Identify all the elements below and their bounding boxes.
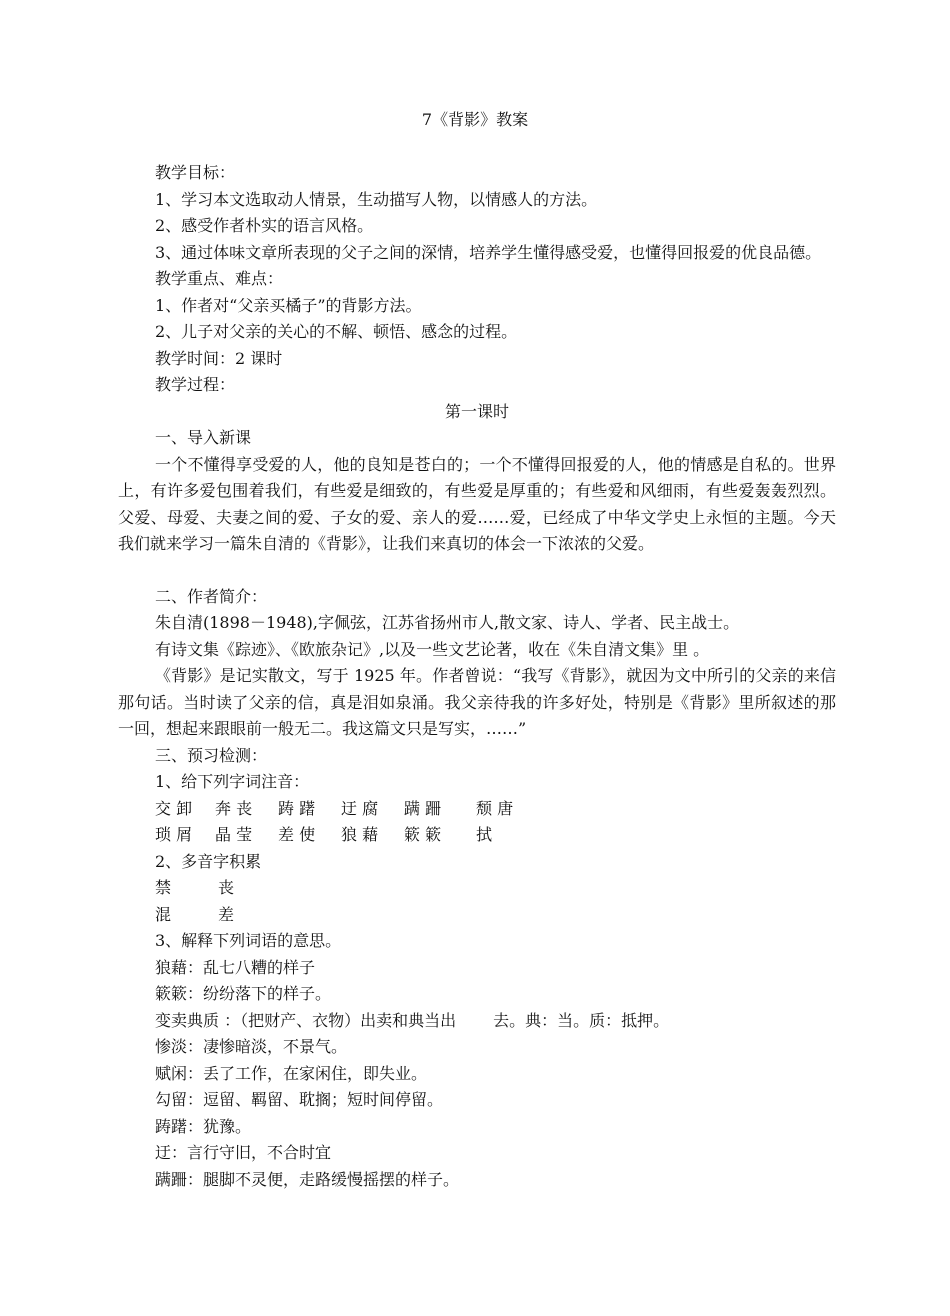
definition-item: 变卖典质 ：（把财产、衣物）出卖和典当出 去。典：当。质：抵押。	[155, 1010, 670, 1030]
lesson-title: 第一课时	[444, 401, 509, 421]
polyphone-item: 混	[155, 904, 172, 924]
goal-item: 3、通过体味文章所表现的父子之间的深情，培养学生懂得感受爱，也懂得回报爱的优良品德。	[155, 242, 822, 262]
polyphone-item: 差	[218, 904, 235, 924]
pinyin-row	[155, 822, 836, 849]
author-quote: 《背影》是记实散文，写于 1925 年。作者曾说：“我写《背影》，就因为文中所引的父亲的来信那句话。当时读了父亲的信，真是泪如泉涌。我父亲待我的许多好处，特别是《背影》里所叙述的那一回，想起来跟眼前一般无二。我这篇文只是写实，……”	[118, 666, 836, 738]
goals-heading: 教学目标：	[155, 163, 236, 182]
word-item: 晶 莹	[215, 825, 253, 844]
definition-item: 赋闲：丢了工作，在家闲住，即失业。	[155, 1063, 428, 1083]
spacer	[118, 558, 836, 584]
polyphone-row	[155, 902, 836, 929]
key-point: 1、作者对“父亲买橘子”的背影方法。	[155, 295, 422, 315]
polyphone-item: 禁	[155, 878, 172, 897]
word-item: 琐 屑	[155, 825, 193, 844]
question-heading: 3、解释下列词语的意思。	[155, 931, 342, 950]
question-heading: 1、给下列字词注音：	[155, 772, 310, 791]
word-item: 拭	[476, 825, 493, 844]
section-heading: 二、作者简介：	[155, 586, 268, 606]
word-item: 踌 躇	[278, 798, 316, 818]
question-heading: 2、多音字积累	[155, 851, 262, 871]
document-body	[118, 160, 836, 1193]
definition-item: 狼藉：乱七八糟的样子	[155, 957, 316, 977]
definition-item: 勾留：逗留、羁留、耽搁；短时间停留。	[155, 1090, 444, 1109]
author-line: 有诗文集《踪迹》、《欧旅杂记》,以及一些文艺论著，收在《朱自清文集》里 。	[155, 639, 710, 659]
author-line: 朱自清(1898－1948),字佩弦，江苏省扬州市人,散文家、诗人、学者、民主战士。	[155, 613, 740, 632]
definition-item: 簌簌：纷纷落下的样子。	[155, 984, 332, 1003]
word-item: 奔 丧	[215, 798, 253, 818]
pinyin-row	[155, 796, 836, 823]
key-heading: 教学重点、难点：	[155, 269, 284, 288]
definition-item: 蹒跚：腿脚不灵便，走路缓慢摇摆的样子。	[155, 1169, 460, 1189]
word-item: 蹒 跚	[404, 798, 442, 818]
goal-item: 2、感受作者朴实的语言风格。	[155, 216, 374, 235]
word-item: 簌 簌	[404, 825, 442, 844]
polyphone-item: 丧	[218, 878, 235, 897]
word-item: 差 使	[278, 825, 316, 844]
definition-item: 踌躇：犹豫。	[155, 1116, 252, 1136]
section-heading: 三、预习检测：	[155, 745, 268, 765]
section-heading: 一、导入新课	[155, 428, 252, 447]
goal-item: 1、学习本文选取动人情景，生动描写人物，以情感人的方法。	[155, 189, 598, 209]
polyphone-row	[155, 875, 836, 902]
definition-item: 惨淡：凄惨暗淡，不景气。	[155, 1037, 348, 1056]
key-point: 2、儿子对父亲的关心的不解、顿悟、感念的过程。	[155, 322, 518, 341]
intro-paragraph: 一个不懂得享受爱的人，他的良知是苍白的；一个不懂得回报爱的人，他的情感是自私的。世界上，有许多爱包围着我们，有些爱是细致的，有些爱是厚重的；有些爱和风细雨，有些爱轰轰烈烈。父爱、母爱、夫妻之间的爱、子女的爱、亲人的爱……爱，已经成了中华文学史上永恒的主题。今天我们就来学习一篇朱自清的《背影》，让我们来真切的体会一下浓浓的父爱。	[118, 454, 836, 553]
process-heading: 教学过程：	[155, 375, 236, 394]
word-item: 迂 腐	[341, 798, 379, 818]
definition-item: 迂：言行守旧，不合时宜	[155, 1143, 332, 1162]
word-item: 交 卸	[155, 798, 193, 818]
word-item: 狼 藉	[341, 825, 379, 844]
teaching-time: 教学时间：2 课时	[155, 348, 283, 368]
word-item: 颓 唐	[476, 798, 514, 818]
document-title: 7《背影》教案	[421, 110, 529, 129]
